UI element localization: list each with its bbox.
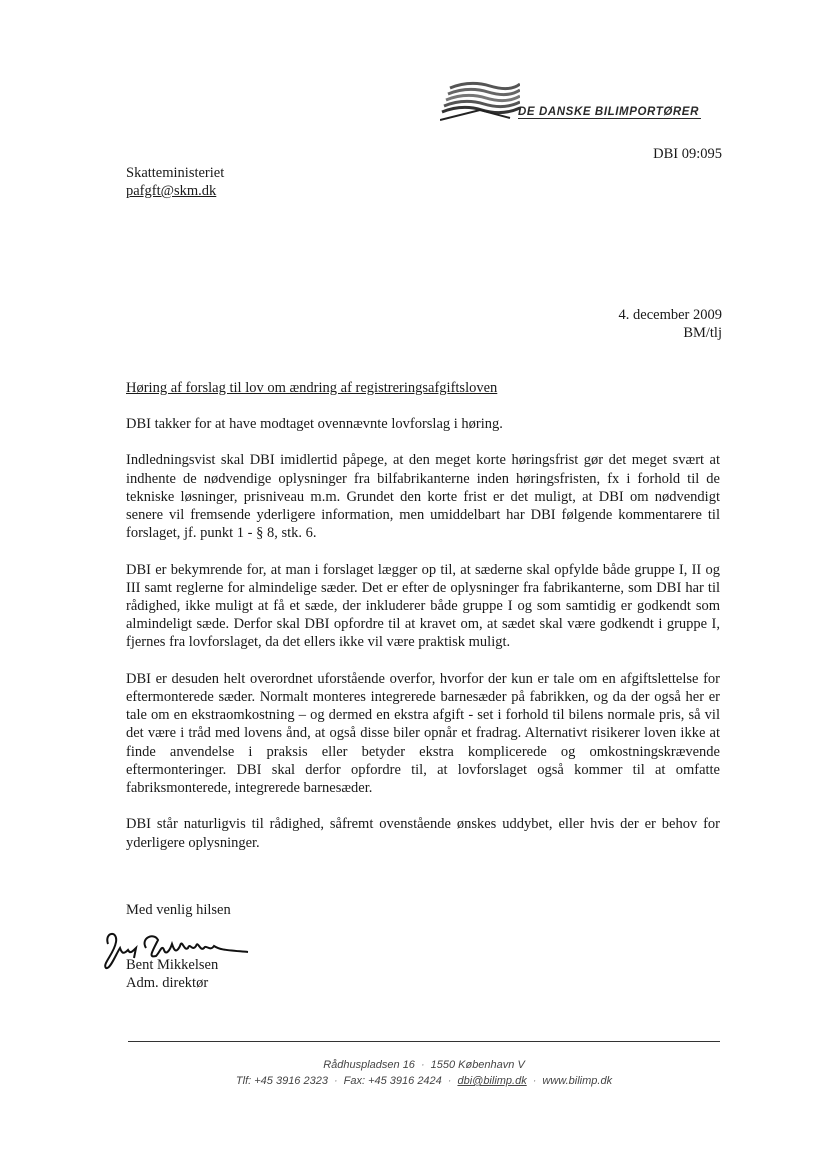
logo-waves-icon <box>440 78 520 126</box>
closing-salutation: Med venlig hilsen <box>126 902 231 918</box>
body-paragraph: DBI takker for at have modtaget ovennævnte lovforslag i høring. <box>126 416 503 432</box>
footer-separator: · <box>333 1075 338 1087</box>
recipient-name: Skatteministeriet <box>126 165 225 181</box>
footer-address: Rådhuspladsen 16 <box>323 1059 415 1071</box>
footer-phone: Tlf: +45 3916 2323 <box>235 1075 328 1087</box>
footer-divider <box>128 1041 720 1042</box>
footer-separator: · <box>532 1075 537 1087</box>
letter-date: 4. december 2009 <box>618 307 722 323</box>
recipient-email-link[interactable]: pafgft@skm.dk <box>126 183 217 199</box>
signatory-block <box>126 956 218 992</box>
body-paragraph: Indledningsvist skal DBI imidlertid påpege, at den meget korte høringsfrist gør det meget svært at indhente de nødvendige oplysninger fra bilfabrikanterne inden høringsfristen, fx i forhold til de tekniske løsninger, prisniveau m.m. Grundet den korte frist er det muligt, at DBI om nødvendigt senere vil fremsende yderligere information, men umiddelbart har DBI følgende kommentarere til forslaget, jf. punkt 1 - § 8, stk. 6. <box>126 452 720 542</box>
footer-address-line <box>128 1059 720 1071</box>
body-paragraph: DBI er desuden helt overordnet uforstående overfor, hvorfor der kun er tale om en afgiftslettelse for eftermonterede sæder. Normalt monteres integrerede barnesæder på fabrikken, og da der også her er tale om en ekstraomkostning – og dermed en ekstra afgift - set i forhold til bilens normale pris, så vil det være i tråd med lovens ånd, at også disse biler opnår et fradrag. Alternativt risikerer loven ikke at finde anvendelse i praksis eller betyder ekstra komplicerede og omkostningskrævende eftermonteringer. DBI skal derfor opfordre til, at lovforslaget også kommer til at omfatte fabriksmonterede, integrerede barnesæder. <box>126 670 720 797</box>
footer-fax: Fax: +45 3916 2424 <box>343 1075 442 1087</box>
logo-text: DE DANSKE BILIMPORTØRER <box>518 106 699 118</box>
dateline <box>619 306 722 342</box>
document-reference: DBI 09:095 <box>653 146 722 162</box>
recipient-block <box>126 164 224 200</box>
footer-email-link[interactable]: dbi@bilimp.dk <box>457 1075 527 1087</box>
footer-separator: · <box>447 1075 452 1087</box>
letter-body <box>126 415 720 870</box>
letter-subject: Høring af forslag til lov om ændring af registreringsafgiftsloven <box>126 380 498 396</box>
author-initials: BM/tlj <box>683 325 722 341</box>
body-paragraph: DBI står naturligvis til rådighed, såfremt ovenstående ønskes uddybet, eller hvis der er behov for yderligere oplysninger. <box>126 816 720 851</box>
footer-city: 1550 København V <box>430 1059 525 1071</box>
signatory-name: Bent Mikkelsen <box>126 957 219 973</box>
company-logo <box>440 78 730 126</box>
signatory-title: Adm. direktør <box>126 975 209 991</box>
footer-separator: · <box>420 1059 425 1071</box>
footer-contact-line <box>128 1075 720 1087</box>
body-paragraph: DBI er bekymrende for, at man i forslaget lægger op til, at sæderne skal opfylde både gruppe I, II og III samt reglerne for almindelige sæder. Det er efter de oplysninger fra fabrikanterne, som DBI har til rådighed, ikke muligt at få et sæde, der inkluderer både gruppe I og som samtidig er godkendt som almindeligt sæde. Derfor skal DBI opfordre til at kravet om, at sædet skal være godkendt i gruppe I, fjernes fra lovforslaget, da det ellers ikke vil være praktisk muligt. <box>126 561 720 651</box>
footer-web-link[interactable]: www.bilimp.dk <box>542 1075 613 1087</box>
